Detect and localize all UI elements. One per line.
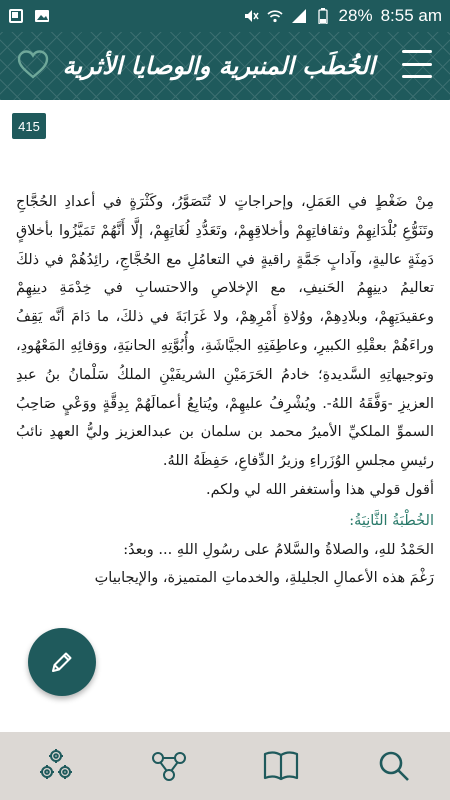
- settings-gears-icon: [36, 746, 76, 786]
- gallery-icon: [34, 8, 50, 24]
- hamburger-menu-icon[interactable]: [402, 50, 432, 78]
- open-book-icon: [261, 746, 301, 786]
- book-button[interactable]: [251, 736, 311, 796]
- paragraph-closing: أقول قولي هذا وأستغفر الله لي ولكم.: [206, 481, 434, 498]
- paragraph-continuation: رَغْمَ هذه الأعمالِ الجليلةِ، والخدماتِ المتميزة، والإيجابياتِ: [94, 570, 434, 587]
- wifi-icon: [267, 8, 283, 24]
- battery-icon: [315, 8, 331, 24]
- sermon-text: [16, 188, 434, 593]
- search-button[interactable]: [364, 736, 424, 796]
- settings-button[interactable]: [26, 736, 86, 796]
- share-button[interactable]: [139, 736, 199, 796]
- paragraph-main: مِنْ ضَغْطٍ في العَمَلِ، وإحراجاتٍ لا تُتَصَوَّرُ، وكَثْرَةٍ في أعدادِ الحُجَّاجِ وتَنَوُّعِ بُلْدَانِهِمْ وثقافاتِهِمْ وأخلاقِهِمْ، وتَعَدُّدِ لُغَاتِهِمْ، إلَّا أَنَّهُمْ تَمَيَّزُوا بأخلاقٍ دَمِثَةٍ عاليةٍ، وآدابٍ جَمَّةٍ راقيةٍ في التعامُلِ مع الحُجَّاجِ، رائِدُهُمْ في ذلكَ تعاليمُ دينِهِمُ الحَنيفِ، مع الإخلاصِ والاحتسابِ في خِدْمَةِ دينِهِمْ وعقيدَتِهِمْ، وبلادِهِمْ، ووُلاةِ أَمْرِهِمْ، ولا غَرَابَةَ في ذلكَ، ما دَامَ أنَّه يَقِفُ وراءَهُمْ بعقْلِهِ الكبيرِ، وعاطِفَتِهِ الجيَّاشَةِ، وأُبُوَّتِهِ الحانيَةِ، ووَفائِهِ المَعْهُودِ، وتوجيهاتِهِ السَّديدةِ؛ خادمُ الحَرَمَيْنِ الشريفَيْنِ الملكُ سَلْمانُ بنُ عبدِ العزيزِ -وَفَّقَهُ اللهُ-. ويُشْرِفُ عليهِمْ، ويُتابِعُ أعمالَهُمْ بِدِقَّةٍ ووَعْيٍ صَاحِبُ السموِّ الملكيِّ الأميرُ محمد بن سلمان بن عبدالعزيز وليُّ العهدِ نائبُ رئيسِ مجلسِ الوُزَراءِ وزيرُ الدِّفاعِ، حَفِظَهُ اللهُ.: [16, 194, 435, 470]
- clock: 8:55 am: [380, 6, 442, 25]
- share-nodes-icon: [149, 746, 189, 786]
- notification-icon: [8, 8, 24, 24]
- heart-outline-icon[interactable]: [16, 48, 50, 82]
- app-title: الخُطَب المنبرية والوصايا الأثرية: [62, 51, 375, 80]
- app-header: [0, 32, 450, 100]
- signal-icon: [291, 8, 307, 24]
- battery-level: 28%: [338, 6, 373, 25]
- bottom-navigation: [0, 732, 450, 800]
- status-bar: [0, 0, 450, 32]
- paragraph-opening: الحَمْدُ للهِ، والصلاةُ والسَّلامُ على رسُولِ اللهِ ... وبعدُ:: [123, 541, 434, 558]
- page-number-badge: 415: [12, 113, 46, 139]
- second-sermon-heading: الخُطْبَةُ الثَّانِيَةُ:: [349, 512, 434, 529]
- edit-note-button[interactable]: [28, 628, 96, 696]
- mute-icon: [243, 8, 259, 24]
- search-icon: [374, 746, 414, 786]
- pencil-edit-icon: [47, 647, 77, 677]
